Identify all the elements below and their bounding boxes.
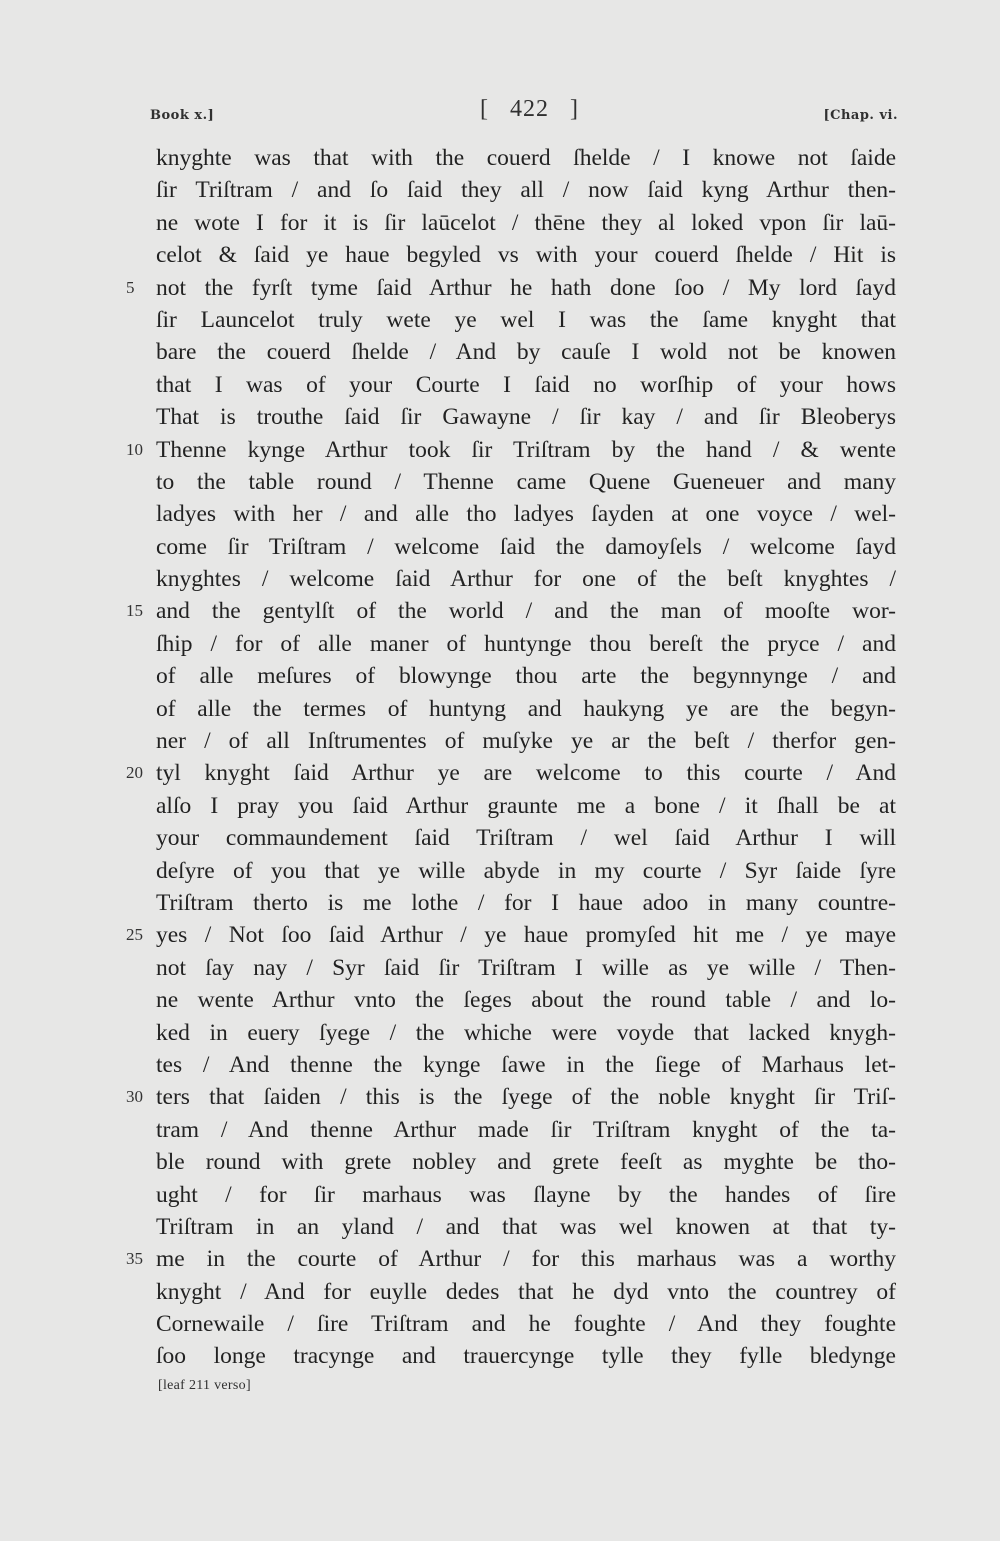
line-number: 25 [126,925,143,945]
line-text: and the gentylſt of the world / and the man of mooſte wor- [156,598,896,625]
text-line [156,336,896,368]
text-line [156,1276,896,1308]
line-text: ſoo longe tracynge and trauercynge tylle they fylle bledynge [156,1343,896,1370]
line-text: knyghtes / welcome ſaid Arthur for one of the beſt knyghtes / [156,566,896,593]
text-line [156,1146,896,1178]
page-number: [ 422 ] [480,96,579,122]
line-text: deſyre of you that ye wille abyde in my courte / Syr ſaide ſyre [156,857,896,884]
line-text: me in the courte of Arthur / for this marhaus was a worthy [156,1246,896,1273]
line-number: 35 [126,1249,143,1269]
text-line [156,855,896,887]
line-text: your commaundement ſaid Triſtram / wel ſaid Arthur I will [156,825,896,852]
text-line [156,628,896,660]
line-text: tram / And thenne Arthur made ſir Triſtram knyght of the ta- [156,1116,896,1143]
line-number: 15 [126,601,143,621]
line-text: that I was of your Courte I ſaid no worſhip of your hows [156,371,896,398]
line-text: ladyes with her / and alle tho ladyes ſayden at one voyce / wel- [156,501,896,528]
text-line [156,531,896,563]
text-line [126,272,896,304]
line-text: ught / for ſir marhaus was ſlayne by the handes of ſire [156,1181,896,1208]
text-line [156,1179,896,1211]
text-line [156,1211,896,1243]
line-text: ner / of all Inſtrumentes of muſyke ye ar the beſt / therfor gen- [156,728,896,755]
text-line [156,693,896,725]
text-line [156,563,896,595]
text-line [156,304,896,336]
text-line [156,952,896,984]
line-text: ble round with grete nobley and grete feeſt as myghte be tho- [156,1149,896,1176]
line-text: not ſay nay / Syr ſaid ſir Triſtram I wille as ye wille / Then- [156,954,896,981]
text-line [156,1017,896,1049]
text-line [156,498,896,530]
text-line [156,1308,896,1340]
line-text: ked in euery ſyege / the whiche were voyde that lacked knygh- [156,1019,896,1046]
line-number: 10 [126,439,143,459]
text-line [126,919,896,951]
line-number: 20 [126,763,143,783]
line-text: tyl knyght ſaid Arthur ye are welcome to this courte / And [156,760,896,787]
line-number: 30 [126,1087,143,1107]
text-line [156,725,896,757]
text-line [156,790,896,822]
line-text: ters that ſaiden / this is the ſyege of the noble knyght ſir Triſ- [156,1084,896,1111]
text-line [126,1243,896,1275]
text-line [126,434,896,466]
text-line [126,1081,896,1113]
text-line [156,1114,896,1146]
text-line [156,1049,896,1081]
text-line [156,142,896,174]
line-text: ſir Triſtram / and ſo ſaid they all / now ſaid kyng Arthur then- [156,177,896,204]
text-line [156,207,896,239]
line-text: yes / Not ſoo ſaid Arthur / ye haue promyſed hit me / ye maye [156,922,896,949]
text-line [156,174,896,206]
line-text: knyght / And for euylle dedes that he dyd vnto the countrey of [156,1278,896,1305]
body-text [126,142,896,1373]
line-text: ſir Launcelot truly wete ye wel I was the ſame knyght that [156,306,896,333]
line-text: come ſir Triſtram / welcome ſaid the damoyſels / welcome ſayd [156,533,896,560]
text-line [156,401,896,433]
line-text: Cornewaile / ſire Triſtram and he foughte / And they foughte [156,1311,896,1338]
line-text: ſhip / for of alle maner of huntynge thou bereſt the pryce / and [156,630,896,657]
text-line [126,757,896,789]
text-line [156,369,896,401]
line-text: ne wote I for it is ſir laūcelot / thēne they al loked vpon ſir laū- [156,209,896,236]
text-line [156,660,896,692]
line-number: 5 [126,277,135,297]
text-line [156,887,896,919]
text-line [156,822,896,854]
running-head [150,96,898,136]
line-text: Thenne kynge Arthur took ſir Triſtram by the hand / & wente [156,436,896,463]
text-line [156,984,896,1016]
line-text: ne wente Arthur vnto the ſeges about the round table / and lo- [156,987,896,1014]
running-head-book: Book x.] [150,108,215,123]
line-text: knyghte was that with the couerd ſhelde / I knowe not ſaide [156,145,896,171]
running-head-chapter: [Chap. vi. [823,108,898,123]
leaf-note: [leaf 211 verso] [158,1378,251,1393]
line-text: not the fyrſt tyme ſaid Arthur he hath done ſoo / My lord ſayd [156,274,896,301]
line-text: of alle the termes of huntyng and haukyng ye are the begyn- [156,695,896,722]
line-text: of alle meſures of blowynge thou arte the begynnynge / and [156,663,896,690]
line-text: celot & ſaid ye haue begyled vs with your couerd ſhelde / Hit is [156,242,896,269]
line-text: bare the couerd ſhelde / And by cauſe I wold not be knowen [156,339,896,366]
text-line [126,595,896,627]
text-line [156,466,896,498]
line-text: That is trouthe ſaid ſir Gawayne / ſir kay / and ſir Bleoberys [156,404,896,431]
text-line [156,1340,896,1372]
line-text: alſo I pray you ſaid Arthur graunte me a bone / it ſhall be at [156,792,896,819]
line-text: Triſtram therto is me lothe / for I haue adoo in many countre- [156,889,896,916]
line-text: tes / And thenne the kynge ſawe in the ſiege of Marhaus let- [156,1051,896,1078]
line-text: to the table round / Thenne came Quene Gueneuer and many [156,468,896,495]
text-line [156,239,896,271]
line-text: Triſtram in an yland / and that was wel knowen at that ty- [156,1213,896,1240]
